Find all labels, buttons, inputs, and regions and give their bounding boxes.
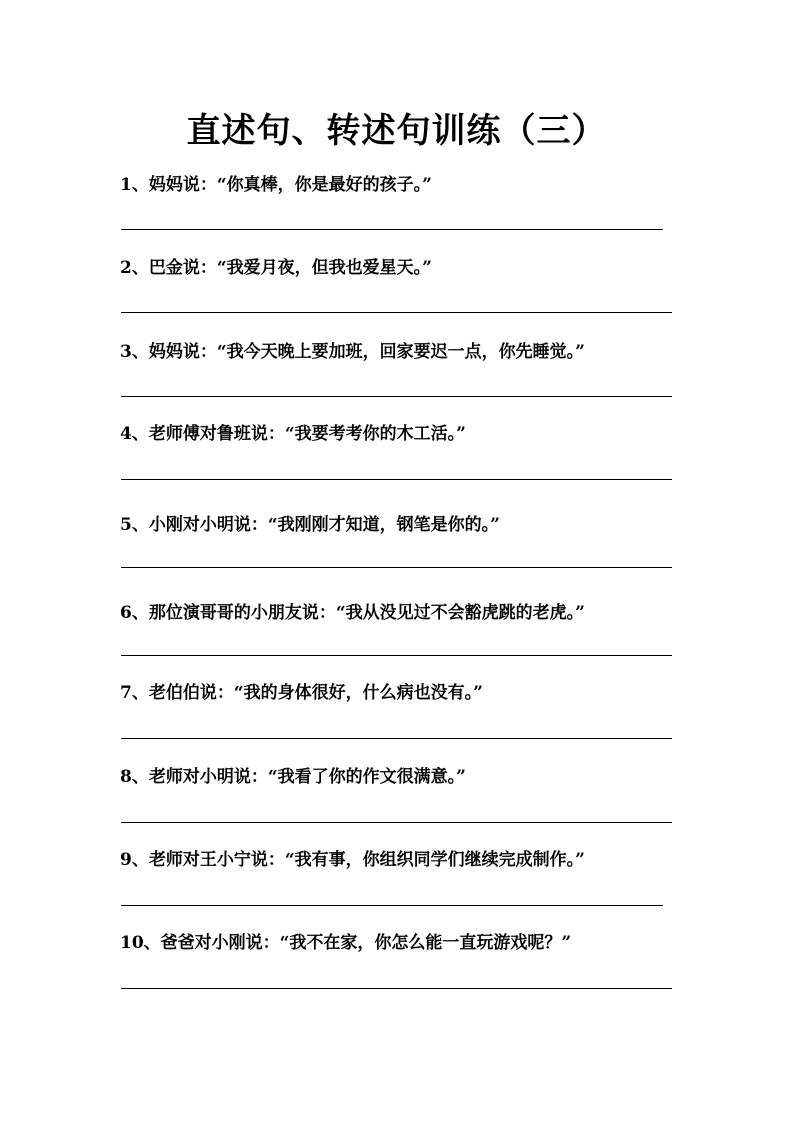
- question-2: 2、巴金说：“我爱月夜，但我也爱星天。”: [120, 258, 432, 278]
- question-8: 8、老师对小明说：“我看了你的作文很满意。”: [120, 767, 466, 787]
- answer-line-9[interactable]: [121, 905, 663, 906]
- question-6: 6、那位演哥哥的小朋友说：“我从没见过不会豁虎跳的老虎。”: [120, 603, 585, 623]
- answer-line-5[interactable]: [121, 567, 672, 568]
- answer-line-4[interactable]: [121, 479, 672, 480]
- question-3: 3、妈妈说：“我今天晚上要加班，回家要迟一点，你先睡觉。”: [120, 342, 585, 362]
- answer-line-2[interactable]: [121, 312, 672, 313]
- question-9: 9、老师对王小宁说：“我有事，你组织同学们继续完成制作。”: [120, 850, 585, 870]
- answer-line-8[interactable]: [121, 822, 672, 823]
- question-1: 1、妈妈说：“你真棒，你是最好的孩子。”: [120, 175, 432, 195]
- answer-line-10[interactable]: [121, 988, 672, 989]
- question-4: 4、老师傅对鲁班说：“我要考考你的木工活。”: [120, 424, 466, 444]
- answer-line-3[interactable]: [121, 396, 672, 397]
- page-title: 直述句、转述句训练（三）: [186, 111, 607, 151]
- answer-line-7[interactable]: [121, 738, 672, 739]
- answer-line-1[interactable]: [121, 229, 663, 230]
- question-5: 5、小刚对小明说：“我刚刚才知道，钢笔是你的。”: [120, 515, 500, 535]
- answer-line-6[interactable]: [121, 655, 672, 656]
- question-10: 10、爸爸对小刚说：“我不在家，你怎么能一直玩游戏呢？”: [120, 933, 572, 953]
- question-7: 7、老伯伯说：“我的身体很好，什么病也没有。”: [120, 683, 483, 703]
